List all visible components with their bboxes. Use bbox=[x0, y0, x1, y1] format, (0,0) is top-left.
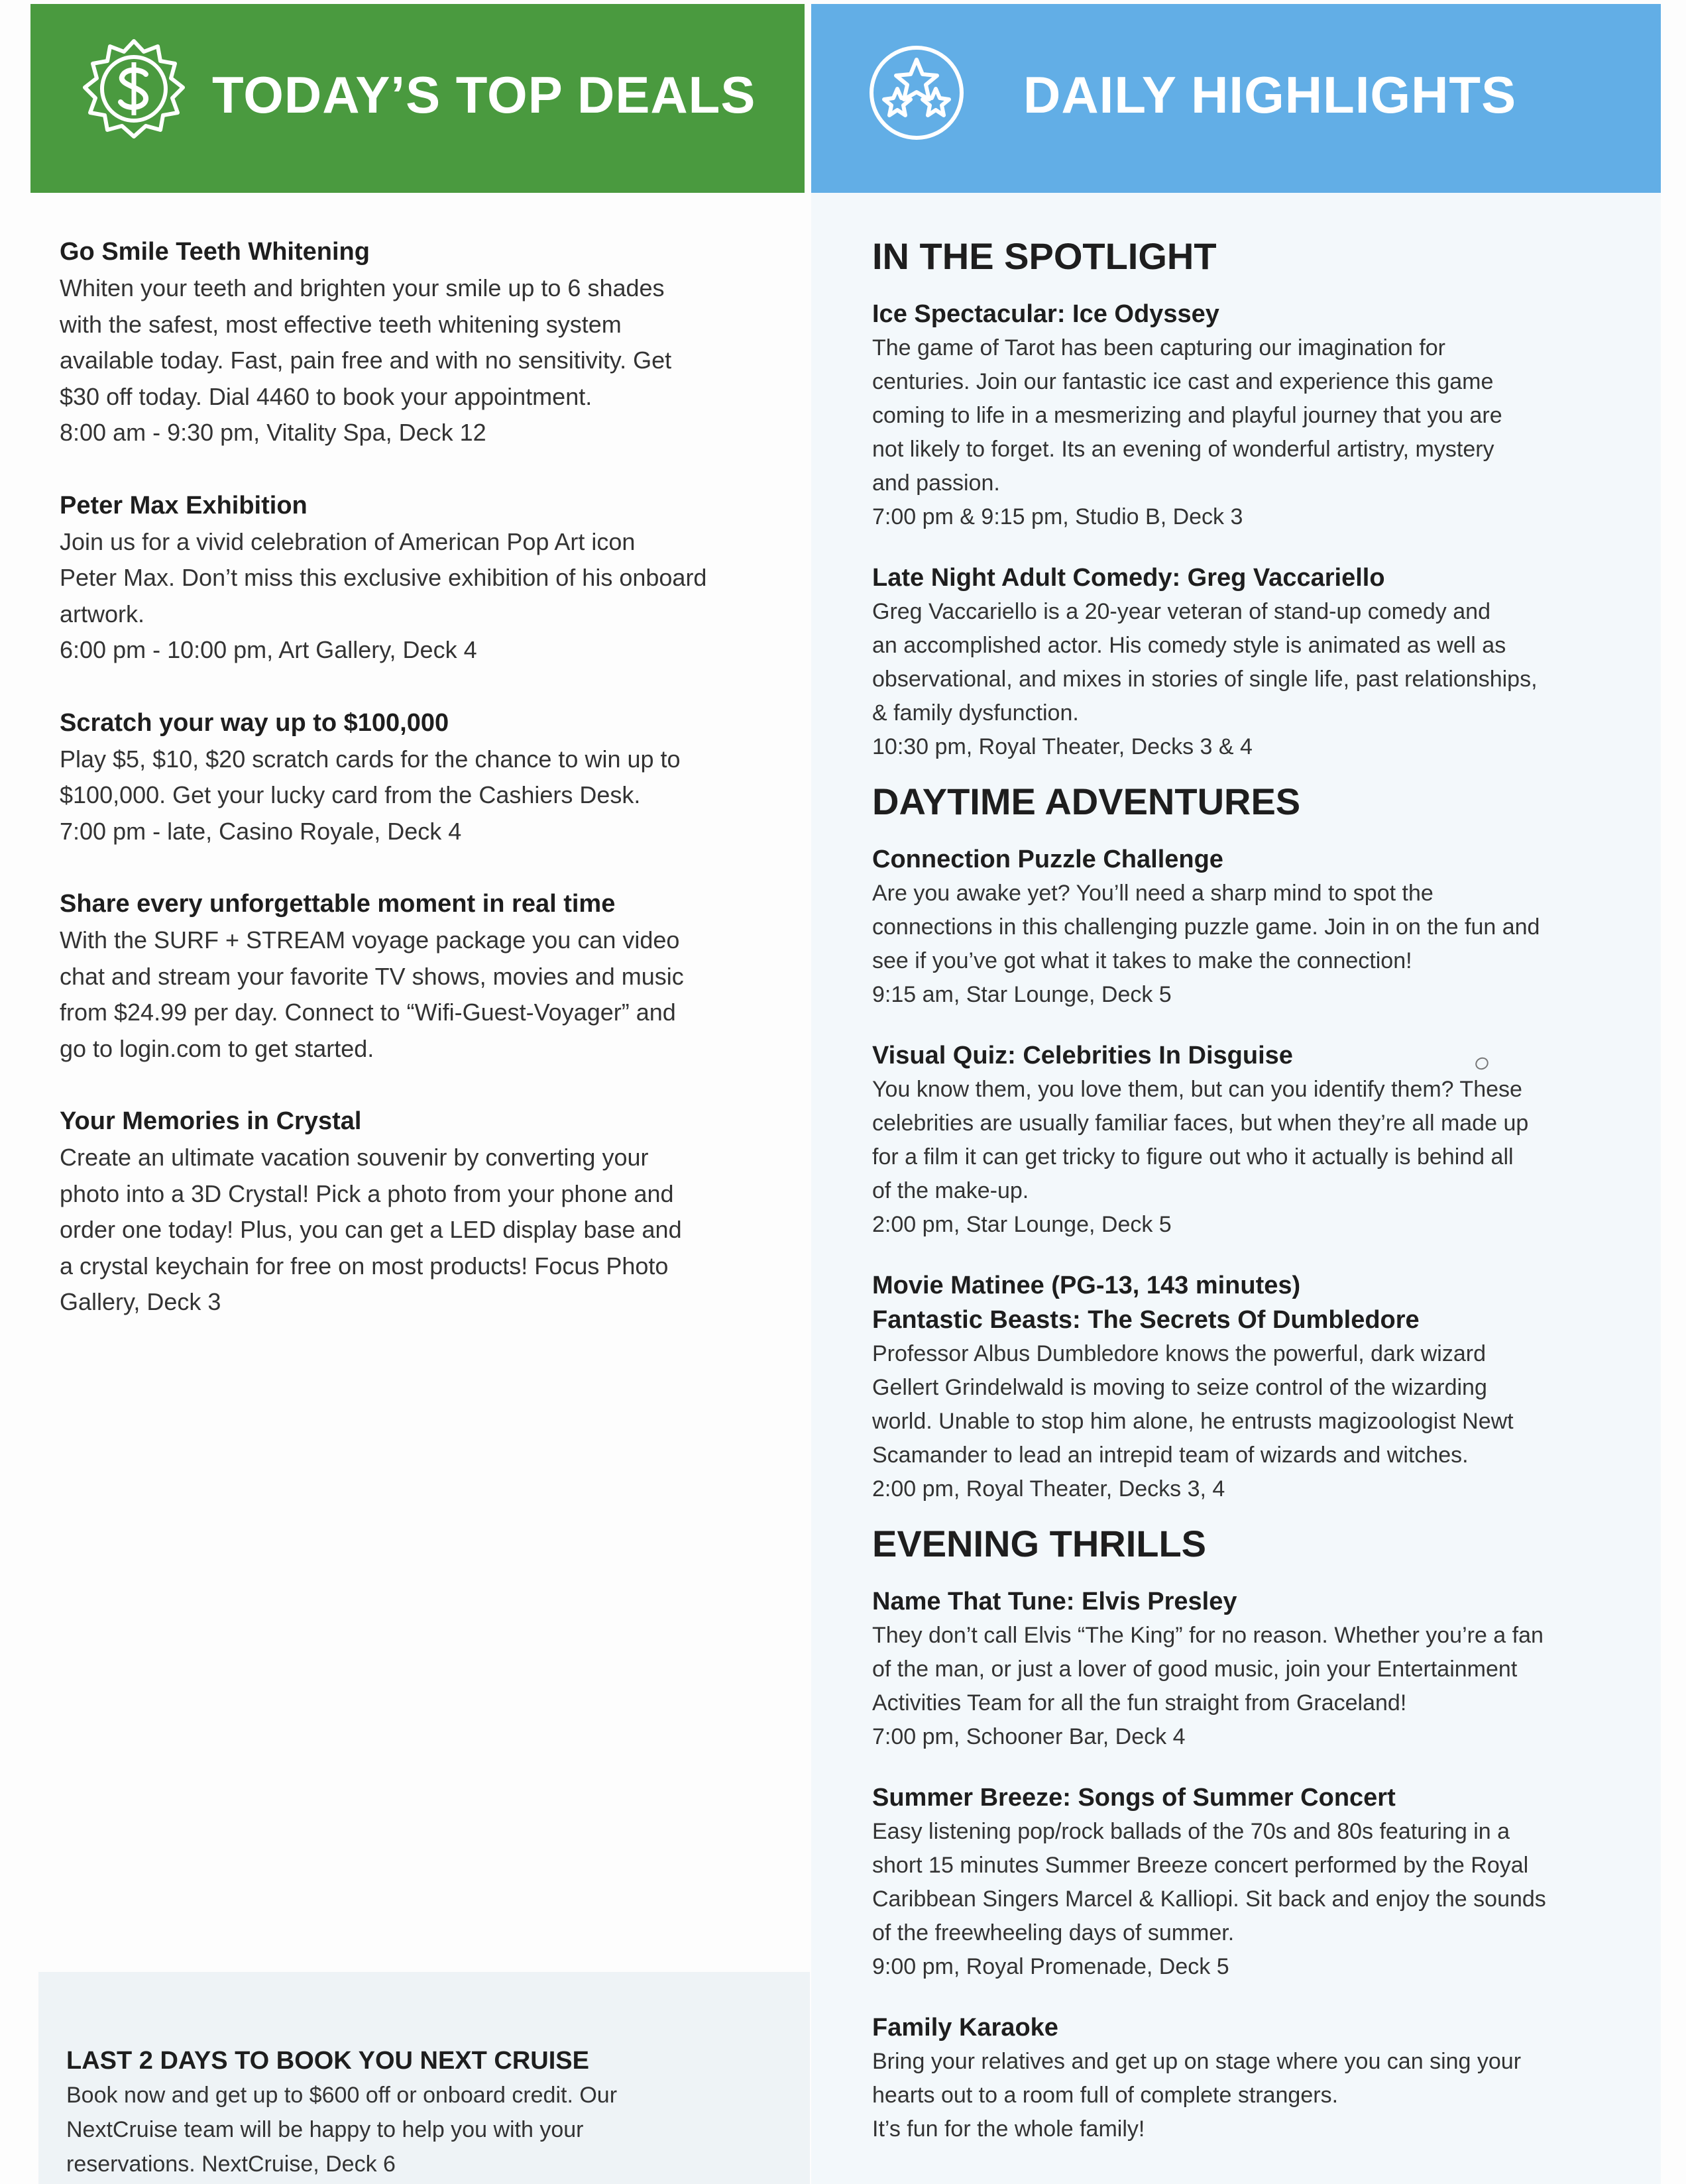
deal-text: photo into a 3D Crystal! Pick a photo from your phone and bbox=[60, 1179, 674, 1207]
stars-badge-icon bbox=[867, 40, 966, 146]
event-title: Connection Puzzle Challenge bbox=[872, 846, 1223, 873]
deal-time-location: 7:00 pm - late, Casino Royale, Deck 4 bbox=[60, 817, 462, 845]
deals-column bbox=[60, 233, 789, 1356]
event-text: centuries. Join our fantastic ice cast and experience this game bbox=[872, 369, 1494, 394]
deal-text: Create an ultimate vacation souvenir by converting your bbox=[60, 1144, 649, 1171]
event-title: Family Karaoke bbox=[872, 2014, 1058, 2042]
event-text: see if you’ve got what it takes to make the connection! bbox=[872, 948, 1412, 973]
event-text: of the freewheeling days of summer. bbox=[872, 1920, 1235, 1945]
event-text: Scamander to lead an intrepid team of wizards and witches. bbox=[872, 1443, 1469, 1468]
event-title: Summer Breeze: Songs of Summer Concert bbox=[872, 1784, 1396, 1812]
deal-title: Peter Max Exhibition bbox=[60, 491, 308, 519]
deal-item bbox=[60, 1103, 789, 1321]
promo-box bbox=[66, 2044, 769, 2181]
promo-text: NextCruise team will be happy to help you with your bbox=[66, 2117, 584, 2142]
deal-text: with the safest, most effective teeth whitening system bbox=[60, 310, 622, 338]
event-text: Greg Vaccariello is a 20-year veteran of stand-up comedy and bbox=[872, 599, 1490, 624]
highlights-column bbox=[872, 233, 1634, 2173]
event-text: Bring your relatives and get up on stage where you can sing your bbox=[872, 2049, 1522, 2074]
deal-item bbox=[60, 704, 789, 850]
event-text: They don’t call Elvis “The King” for no reason. Whether you’re a fan bbox=[872, 1623, 1544, 1648]
deal-title: Your Memories in Crystal bbox=[60, 1107, 362, 1135]
deal-text: go to login.com to get started. bbox=[60, 1034, 374, 1062]
event-title: Visual Quiz: Celebrities In Disguise bbox=[872, 1042, 1293, 1069]
event-time-location: 9:15 am, Star Lounge, Deck 5 bbox=[872, 982, 1172, 1007]
event-time-location: 9:00 pm, Royal Promenade, Deck 5 bbox=[872, 1954, 1229, 1979]
deal-title: Go Smile Teeth Whitening bbox=[60, 238, 370, 266]
event-text: Caribbean Singers Marcel & Kalliopi. Sit back and enjoy the sounds bbox=[872, 1886, 1546, 1912]
event-text: celebrities are usually familiar faces, but when they’re all made up bbox=[872, 1111, 1529, 1136]
deal-time-location: 8:00 am - 9:30 pm, Vitality Spa, Deck 12 bbox=[60, 419, 486, 446]
event-item bbox=[872, 842, 1634, 1012]
deal-item bbox=[60, 487, 789, 669]
deal-text: order one today! Plus, you can get a LED display base and bbox=[60, 1216, 682, 1243]
event-text: You know them, you love them, but can you identify them? These bbox=[872, 1077, 1522, 1102]
section-heading-daytime: DAYTIME ADVENTURES bbox=[872, 781, 1301, 822]
event-text: The game of Tarot has been capturing our imagination for bbox=[872, 335, 1446, 360]
deal-text: Play $5, $10, $20 scratch cards for the chance to win up to bbox=[60, 745, 681, 773]
event-time-location: 7:00 pm & 9:15 pm, Studio B, Deck 3 bbox=[872, 504, 1243, 529]
event-time-location: 7:00 pm, Schooner Bar, Deck 4 bbox=[872, 1724, 1186, 1749]
section-heading-evening: EVENING THRILLS bbox=[872, 1523, 1207, 1564]
highlights-banner bbox=[811, 4, 1661, 193]
event-item bbox=[872, 1584, 1634, 1754]
event-title: Ice Spectacular: Ice Odyssey bbox=[872, 300, 1219, 328]
deal-text: Join us for a vivid celebration of American Pop Art icon bbox=[60, 527, 636, 555]
event-item bbox=[872, 561, 1634, 764]
event-text: coming to life in a mesmerizing and playful journey that you are bbox=[872, 403, 1502, 428]
deal-text: $30 off today. Dial 4460 to book your appointment. bbox=[60, 382, 592, 410]
section-heading-spotlight: IN THE SPOTLIGHT bbox=[872, 235, 1217, 277]
event-text: an accomplished actor. His comedy style is animated as well as bbox=[872, 633, 1506, 658]
event-title: Movie Matinee (PG-13, 143 minutes) bbox=[872, 1272, 1301, 1299]
event-time-location: 2:00 pm, Royal Theater, Decks 3, 4 bbox=[872, 1476, 1225, 1502]
highlights-title: DAILY HIGHLIGHTS bbox=[1023, 66, 1517, 124]
deal-time-location: 6:00 pm - 10:00 pm, Art Gallery, Deck 4 bbox=[60, 636, 477, 663]
event-text: observational, and mixes in stories of single life, past relationships, bbox=[872, 667, 1538, 692]
deal-text: artwork. bbox=[60, 600, 145, 628]
deal-text: from $24.99 per day. Connect to “Wifi-Guest-Voyager” and bbox=[60, 999, 676, 1026]
event-text: for a film it can get tricky to figure out who it actually is behind all bbox=[872, 1144, 1514, 1170]
event-text: It’s fun for the whole family! bbox=[872, 2116, 1145, 2142]
event-item bbox=[872, 297, 1634, 534]
event-text: Easy listening pop/rock ballads of the 70s and 80s featuring in a bbox=[872, 1819, 1510, 1844]
event-time-location: 10:30 pm, Royal Theater, Decks 3 & 4 bbox=[872, 734, 1253, 759]
deal-text: Peter Max. Don’t miss this exclusive exhibition of his onboard bbox=[60, 564, 707, 591]
event-item bbox=[872, 1038, 1634, 1242]
event-text: and passion. bbox=[872, 470, 1000, 496]
event-text: hearts out to a room full of complete strangers. bbox=[872, 2083, 1339, 2108]
event-text: not likely to forget. Its an evening of wonderful artistry, mystery bbox=[872, 437, 1494, 462]
promo-title: LAST 2 DAYS TO BOOK YOU NEXT CRUISE bbox=[66, 2047, 590, 2075]
deal-title: Share every unforgettable moment in real time bbox=[60, 890, 616, 918]
deal-title: Scratch your way up to $100,000 bbox=[60, 708, 449, 737]
deal-item bbox=[60, 233, 789, 451]
deal-text: available today. Fast, pain free and with no sensitivity. Get bbox=[60, 347, 672, 374]
promo-text: reservations. NextCruise, Deck 6 bbox=[66, 2152, 396, 2177]
event-item bbox=[872, 1268, 1634, 1506]
event-text: short 15 minutes Summer Breeze concert performed by the Royal bbox=[872, 1853, 1529, 1878]
event-item bbox=[872, 1780, 1634, 1984]
event-text: world. Unable to stop him alone, he entrusts magizoologist Newt bbox=[872, 1409, 1514, 1434]
event-text: & family dysfunction. bbox=[872, 700, 1079, 726]
event-subtitle: Fantastic Beasts: The Secrets Of Dumbledore bbox=[872, 1306, 1420, 1334]
event-title: Late Night Adult Comedy: Greg Vaccariello bbox=[872, 564, 1385, 592]
deals-banner bbox=[30, 4, 805, 193]
event-title: Name That Tune: Elvis Presley bbox=[872, 1588, 1237, 1615]
dollar-badge-icon bbox=[81, 37, 187, 150]
event-item bbox=[872, 2010, 1634, 2146]
event-time-location: 2:00 pm, Star Lounge, Deck 5 bbox=[872, 1212, 1172, 1237]
deals-title: TODAY’S TOP DEALS bbox=[212, 66, 756, 124]
event-text: Professor Albus Dumbledore knows the powerful, dark wizard bbox=[872, 1341, 1486, 1366]
deal-text: Whiten your teeth and brighten your smile up to 6 shades bbox=[60, 274, 665, 301]
deal-text: With the SURF + STREAM voyage package you can video bbox=[60, 926, 680, 954]
deal-text: chat and stream your favorite TV shows, movies and music bbox=[60, 962, 684, 990]
deal-time-location: Gallery, Deck 3 bbox=[60, 1288, 221, 1315]
deal-item bbox=[60, 885, 789, 1067]
event-text: of the man, or just a lover of good music, join your Entertainment bbox=[872, 1657, 1518, 1682]
event-text: Activities Team for all the fun straight from Graceland! bbox=[872, 1690, 1407, 1716]
deal-text: $100,000. Get your lucky card from the Cashiers Desk. bbox=[60, 781, 641, 808]
promo-text: Book now and get up to $600 off or onboard credit. Our bbox=[66, 2083, 618, 2108]
deal-text: a crystal keychain for free on most products! Focus Photo bbox=[60, 1252, 669, 1280]
event-text: Are you awake yet? You’ll need a sharp mind to spot the bbox=[872, 881, 1433, 906]
event-text: Gellert Grindelwald is moving to seize control of the wizarding bbox=[872, 1375, 1487, 1400]
event-text: of the make-up. bbox=[872, 1178, 1029, 1203]
event-text: connections in this challenging puzzle game. Join in on the fun and bbox=[872, 914, 1540, 940]
